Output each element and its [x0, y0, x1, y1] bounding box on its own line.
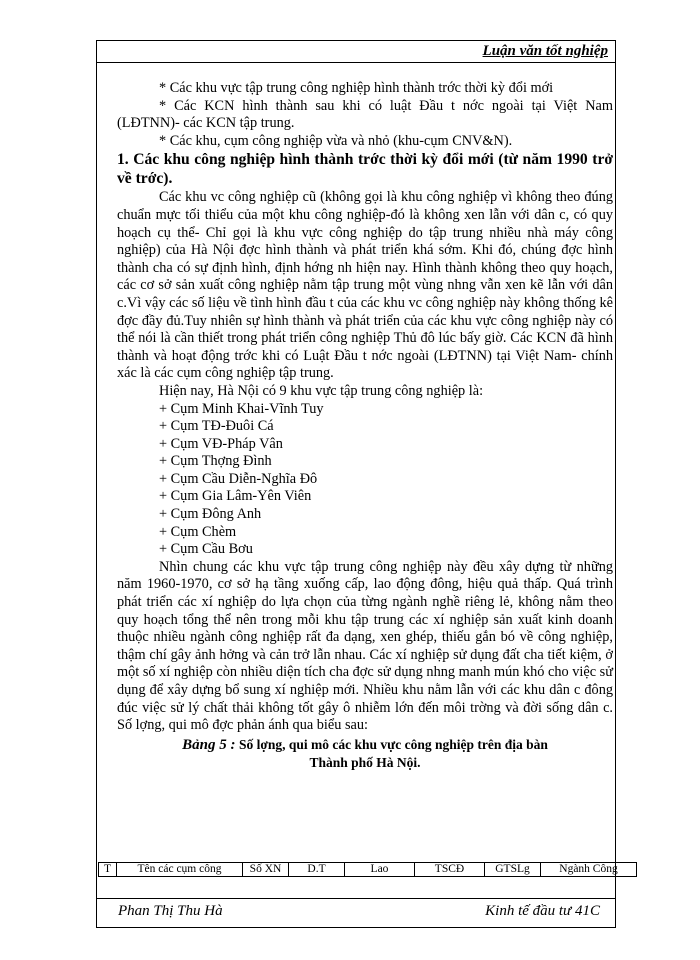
table-header-cell: GTSLg: [485, 863, 541, 877]
list-item: + Cụm Đông Anh: [159, 506, 613, 524]
list-item: + Cụm Cầu Bơu: [159, 541, 613, 559]
header-divider: [96, 62, 616, 63]
footer-author: Phan Thị Thu Hà: [118, 903, 223, 919]
table-header-cell: D.T: [289, 863, 345, 877]
list-item: + Cụm VĐ-Pháp Vân: [159, 436, 613, 454]
list-item: + Cụm TĐ-Đuôi Cá: [159, 418, 613, 436]
document-body: [117, 80, 613, 772]
list-item: + Cụm Chèm: [159, 524, 613, 542]
section-heading: 1. Các khu công nghiệp hình thành trớc thời kỳ đổi mới (từ năm 1990 trở về trớc).: [117, 151, 613, 187]
list-item: + Cụm Minh Khai-Vĩnh Tuy: [159, 401, 613, 419]
intro-item: * Các KCN hình thành sau khi có luật Đầu t nớc ngoài tại Việt Nam (LĐTNN)- các KCN tập trung.: [117, 97, 613, 132]
footer-divider: [96, 898, 616, 899]
table-header-cell: Ngành Công: [541, 863, 637, 877]
table-caption: [117, 736, 613, 755]
table-header-cell: T: [99, 863, 117, 877]
table-caption-text: Số lợng, qui mô các khu vực công nghiệp trên địa bàn: [239, 736, 548, 752]
footer-class: Kinh tế đầu tư 41C: [485, 903, 600, 919]
intro-item: * Các khu, cụm công nghiệp vừa và nhỏ (khu-cụm CNV&N).: [159, 132, 513, 149]
table-header-cell: Tên các cụm công: [117, 863, 243, 877]
table-header-row: [99, 863, 637, 877]
intro-item: * Các khu vực tập trung công nghiệp hình thành trớc thời kỳ đổi mới: [159, 80, 554, 96]
table-header-cell: Số XN: [243, 863, 289, 877]
paragraph-history: Các khu vc công nghiệp cũ (không gọi là khu công nghiệp vì không theo đúng chuẩn mực tối thiểu của một khu công nghiệp-đó là không xen lẫn với dân c, có quy hoạch cụ thể- Chỉ gọi là khu vực công nghiệp do tập trung nhiều nhà máy công nghiệp) của Hà Nội đợc hình thành và phát triển khá sớm. Khi đó, chúng đợc hình thành cha có sự định hình, định hớng nh hiện nay. Hình thành không theo quy hoạch, các cơ sở sản xuất công nghiệp nằm tập trung một vùng nhng vẫn xen kẽ lẫn với dân c.Vì vậy các số liệu về tình hình đầu t của các khu vc công nghiệp này không thống kê đợc đầy đủ.Tuy nhiên sự hình thành và phát triển của các khu vực công nghiệp này có thể nói là cần thiết trong phát triển công nghiệp Thủ đô lúc bấy giờ. Các KCN đã hình thành và hoạt động trớc khi có Luật Đầu t nớc ngoài (LĐTNN) tại Việt Nam- chính xác là các cụm công nghiệp tập trung.: [117, 189, 613, 382]
table-header-cell: Lao: [345, 863, 415, 877]
page-header-title: Luận văn tốt nghiệp: [482, 43, 608, 59]
list-intro: Hiện nay, Hà Nội có 9 khu vực tập trung công nghiệp là:: [159, 382, 484, 399]
list-item: + Cụm Gia Lâm-Yên Viên: [159, 488, 613, 506]
list-item: + Cụm Cầu Diễn-Nghĩa Đô: [159, 471, 613, 489]
cluster-list: [117, 401, 613, 559]
table-header-cell: TSCĐ: [415, 863, 485, 877]
paragraph-assessment: Nhìn chung các khu vực tập trung công nghiệp này đều xây dựng từ những năm 1960-1970, cơ sở hạ tầng xuống cấp, lao động đông, hiệu quả thấp. Quá trình phát triển các xí nghiệp do lựa chọn của từng ngành nghề riêng lẻ, không nằm theo quy hoạch tổng thể nên trong mỗi khu tập trung các xí nghiệp sản xuất kinh doanh thuộc nhiều ngành công nghiệp rất đa dạng, xen ghép, thiếu gắn bó về công nghiệp, thậm chí gây ảnh hởng và cản trở lẫn nhau. Các xí nghiệp sử dụng đất cha tiết kiệm, ở một số xí nghiệp còn nhiều diện tích cha đợc sử dụng nhng manh mún khó cho việc sử dụng để xây dựng bổ sung xí nghiệp mới. Nhiều khu nằm lẫn với các khu dân c đông đúc việc sử lý chất thải không tốt gây ô nhiễm lớn đến môi trờng và đời sống dân c. Số lợng, qui mô đợc phản ánh qua biểu sau:: [117, 558, 613, 734]
list-item: + Cụm Thợng Đình: [159, 453, 613, 471]
table-caption-subtitle: Thành phố Hà Nội.: [309, 755, 421, 771]
statistics-table: [98, 862, 637, 877]
table-caption-label: Bảng 5 :: [182, 736, 236, 753]
